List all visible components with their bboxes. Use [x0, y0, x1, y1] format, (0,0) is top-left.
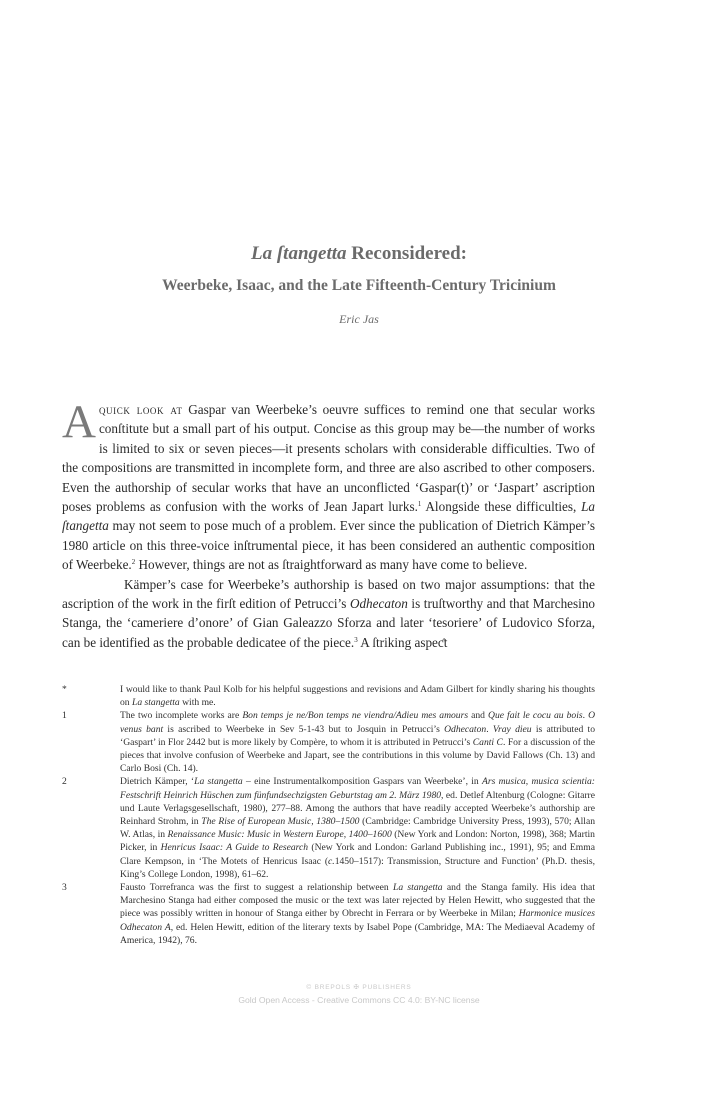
footnote-part: 1450–1517): Transmission, Structure and Function’ (Ph.D. thesis, King’s College London, 1998), 61–62.: [120, 855, 595, 880]
article-title: [0, 243, 718, 265]
footnote-part-italic: La stangetta: [392, 882, 443, 894]
footnote-part-italic: The Rise of European Music, 1380–1500: [201, 816, 360, 828]
paragraph-2: [62, 575, 595, 653]
work-title: La ſtangetta: [62, 499, 595, 534]
lead-in-smallcaps: quick look at: [98, 402, 183, 417]
author-name: Eric Jas: [339, 312, 379, 326]
footnote-part-italic: c.: [328, 855, 335, 867]
footnote-part-italic: La stangetta: [132, 697, 180, 709]
footnote-text: [120, 683, 595, 709]
footnote: [62, 683, 595, 709]
footnote-mark: 3: [62, 882, 67, 894]
footnote-ref[interactable]: 3: [354, 635, 358, 644]
footnote-part: and: [468, 710, 489, 722]
footnote-part: , ed. Detlef Altenburg (Cologne: Gitarre und Laute Verlagsgesellschaft, 1980), 277–88. Among the authors that have readily accepted Weerbeke’s authorship are Reinhard Strohm, in: [120, 789, 596, 828]
footnote-part-italic: La stangetta: [194, 776, 243, 788]
footnote-part: and the Stanga family. His idea that Marchesino Stanga had either composed the music or the text was later rejected by Helen Hewitt, who suggested that the piece was possibly written in honour of Stanga either by Obrecht in Ferrara or by Weerbeke in Milan;: [120, 882, 595, 920]
footnote-part: . For a discussion of the pieces that involve confusion of Weerbeke and Japart, see the contributions in this volume by David Fallows (Ch. 13) and Carlo Bosi (Ch. 14).: [120, 736, 595, 775]
footnote-part: .: [582, 710, 589, 722]
page-footer: [0, 983, 718, 1005]
footnote-part-italic: Bon temps je ne/Bon temps ne viendra/Adieu mes amours: [242, 710, 469, 722]
footnote-ref[interactable]: 2: [131, 558, 136, 567]
footnote: [62, 881, 595, 947]
license-notice: Gold Open Access - Creative Commons CC 4.0: BY-NC license: [238, 995, 480, 1005]
footnote-part: (New York and London: Norton, 1998), 368; Martin Picker, in: [120, 829, 595, 854]
footnote-mark: 2: [62, 776, 67, 788]
footnotes: [62, 683, 595, 947]
work-title: Odhecaton: [349, 596, 408, 612]
footnote: [62, 775, 595, 881]
footnote-text: [120, 709, 595, 775]
footnote-part-italic: Canti C: [472, 736, 503, 748]
paragraph-text: A ſtriking aspeƈt: [357, 634, 448, 650]
body-text: [62, 396, 596, 652]
footnote-part: Dietrich Kämper, ‘: [120, 776, 195, 788]
footnote-part-italic: Ars musica, musica scientia: Festschrift Heinrich Hüschen zum fünfundsechzigsten Geburtstag am 2. März 1980: [120, 776, 595, 801]
footnote-part-italic: Henricus Isaac: A Guide to Research: [160, 842, 309, 854]
footnote-part: The two incomplete works are: [120, 710, 243, 722]
footnote-part-italic: Odhecaton: [444, 723, 487, 735]
footnote-mark: *: [62, 684, 67, 695]
footnote-part: (New York and London: Garland Publishing inc., 1991), 95; and Emma Clare Kempson, in ‘The Motets of Henricus Isaac (: [120, 842, 595, 867]
footnote-part-italic: Renaissance Music: Music in Western Europe, 1400–1600: [167, 829, 392, 841]
paragraph-text: Alongside these difficulties,: [421, 499, 582, 515]
footnote-part: Fausto Torrefranca was the first to suggest a relationship between: [120, 882, 393, 894]
footnote-ref[interactable]: 1: [417, 500, 422, 509]
footnote-part: with me.: [179, 697, 216, 709]
paragraph-1: [62, 396, 596, 575]
publisher-notice: © BREPOLS ✠ PUBLISHERS: [306, 984, 412, 991]
paragraph-text: Gaspar van Weerbeke’s oeuvre suffices to remind one that secular works conſtitute but a small part of his output. Concise as this group may be—the number of works is limited to six or seven pieces—it presents scholars with considerable difficulties. Two of the compositions are transmitted in incomplete form, and three are also ascribed to other composers. Even the authorship of secular works that have an unconflicted ‘Gaspar(t)’ or ‘Jaspart’ ascription poses problems as confusion with the works of Jean Japart lurks.: [62, 402, 596, 515]
footnote-text: [120, 881, 595, 947]
article-subtitle: Weerbeke, Isaac, and the Late Fifteenth-Century Tricinium: [162, 277, 556, 294]
footnote-part-italic: Que fait le cocu au bois: [488, 710, 583, 722]
footnote-part: – eine Instrumentalkomposition Gaspars van Weerbeke’, in: [242, 776, 483, 788]
title-italic-part: La ſtangetta: [250, 243, 347, 264]
paragraph-text: However, things are not as ſtraightforward as many have come to believe.: [135, 557, 528, 573]
footnote-text: [120, 775, 595, 881]
footnote-part-italic: Vray dieu: [492, 723, 532, 735]
drop-cap: A: [62, 396, 96, 448]
footnote: [62, 709, 595, 775]
footnote-part: (Cambridge: Cambridge University Press, 1993), 570; Allan W. Atlas, in: [120, 816, 596, 841]
footnote-part: is ascribed to Weerbeke in Sev 5-1-43 but to Josquin in Petrucci’s: [163, 723, 445, 735]
title-rest: Reconsidered:: [346, 243, 468, 264]
footnote-part: is attributed to ‘Gaspart’ in Flor 2442 but is more likely by Compère, to whom it is attributed in Petrucci’s: [120, 723, 596, 748]
footnote-part-italic: O venus bant: [120, 710, 596, 735]
paragraph-text: may not seem to pose much of a problem. Ever since the publication of Dietrich Kämper’s 1980 article on this three-voice inſtrumental piece, it has been considered an authentic composition of Weerbeke.: [62, 518, 595, 573]
footnote-mark: 1: [62, 710, 67, 722]
footnote-part: , ed. Helen Hewitt, edition of the literary texts by Isabel Pope (Cambridge, MA: The Mediaeval Academy of America, 1942), 76.: [120, 921, 595, 946]
paragraph-text: Kämper’s case for Weerbeke’s authorship is based on two major assumptions: that the ascription of the work in the firſt edition of Petrucci’s: [62, 576, 595, 612]
footnote-part: I would like to thank Paul Kolb for his helpful suggestions and revisions and Adam Gilbert for kindly sharing his thoughts on: [120, 684, 595, 709]
footnote-part: .: [486, 723, 493, 735]
paragraph-text: is truſtworthy and that Marchesino Stanga, the ‘cameriere d’onore’ of Gian Galeazzo Sforza and later ‘tesoriere’ of Ludovico Sforza, can be identified as the probable dedicatee of the piece.: [62, 596, 596, 650]
footnote-part-italic: Harmonice musices Odhecaton A: [120, 908, 595, 933]
